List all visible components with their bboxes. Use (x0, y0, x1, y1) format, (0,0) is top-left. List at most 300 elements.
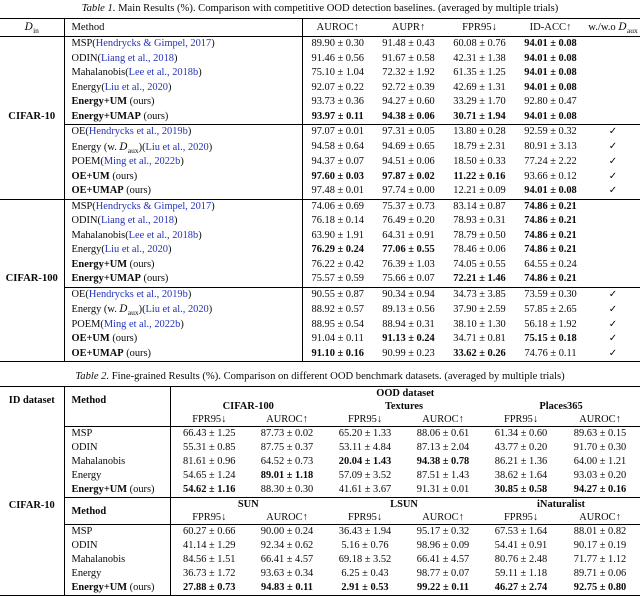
metric-cell: 74.05 ± 0.55 (453, 258, 506, 270)
metric-cell: 65.20 ± 1.33 (326, 427, 404, 442)
aux-prefix: w./w.o (588, 22, 619, 33)
method-name: Energy+UM (71, 582, 128, 593)
aux-check-cell (586, 110, 640, 125)
method-name: ODIN (71, 215, 98, 226)
dataset-cell (0, 125, 64, 140)
metric-cell: 77.06 ± 0.55 (382, 244, 435, 255)
method-name: ODIN (71, 540, 98, 551)
metric-cell: 94.83 ± 0.11 (261, 582, 313, 593)
aux-check-cell (586, 332, 640, 347)
metric-cell: 33.29 ± 1.70 (453, 96, 506, 107)
metric-cell: 93.63 ± 0.34 (260, 568, 314, 579)
checkmark-icon: ✓ (608, 156, 618, 167)
aux-check-cell (586, 81, 640, 96)
metric-cell: 69.18 ± 3.52 (338, 554, 392, 565)
ours-suffix: (ours) (123, 347, 152, 359)
metric-cell: 36.43 ± 1.94 (326, 525, 404, 540)
metric-header-auroc: AUROC↑ (266, 414, 308, 425)
daux-subscript: aux (626, 26, 638, 36)
citation-link[interactable]: Hendrycks et al., 2019b (88, 288, 188, 300)
table1-row (0, 243, 640, 258)
method-cell (64, 272, 302, 287)
ours-suffix: (ours) (109, 333, 138, 344)
method-cell (64, 347, 302, 362)
dataset-cell (0, 170, 64, 185)
ood-name-cifar100: CIFAR-100 (170, 400, 326, 413)
metric-cell: 94.58 ± 0.64 (302, 140, 373, 156)
metric-cell: 54.62 ± 1.16 (170, 483, 248, 498)
metric-cell: 94.38 ± 0.06 (382, 110, 435, 122)
metric-cell: 55.31 ± 0.85 (170, 441, 248, 455)
method-name: Energy+UMAP (71, 110, 141, 122)
metric-cell: 80.76 ± 2.48 (494, 554, 548, 565)
script-D-symbol: D (618, 21, 627, 33)
metric-cell: 27.88 ± 0.73 (170, 581, 248, 596)
metric-cell: 89.71 ± 0.06 (573, 568, 627, 579)
ood-name-sun: SUN (170, 498, 326, 512)
table2-header-row-top (0, 387, 640, 401)
metric-cell: 94.01 ± 0.08 (524, 38, 577, 49)
col-header-idacc: ID-ACC↑ (515, 19, 586, 37)
metric-cell: 72.21 ± 1.46 (453, 273, 506, 284)
method-cell (64, 483, 170, 498)
metric-cell: 75.57 ± 0.59 (302, 272, 373, 287)
table1-row (0, 302, 640, 318)
metric-cell: 90.34 ± 0.94 (373, 287, 444, 302)
metric-cell: 54.41 ± 0.91 (494, 540, 548, 551)
metric-cell: 94.01 ± 0.08 (524, 52, 577, 64)
method-cell (64, 553, 170, 567)
method-cell (64, 427, 170, 442)
metric-header-fpr95: FPR95↓ (170, 511, 248, 525)
table1-row (0, 140, 640, 156)
checkmark-icon: ✓ (608, 185, 618, 196)
metric-cell: 11.22 ± 0.16 (453, 170, 506, 182)
metric-cell: 46.27 ± 2.74 (494, 582, 548, 593)
metric-cell: 59.11 ± 1.18 (494, 568, 548, 579)
metric-cell: 87.51 ± 1.43 (416, 470, 470, 481)
table2-row (0, 469, 640, 483)
table1-header-row (0, 19, 640, 37)
table1-row (0, 287, 640, 302)
ood-name-places365: Places365 (539, 401, 583, 412)
method-name: Energy (71, 81, 102, 93)
metric-cell: 89.63 ± 0.15 (560, 427, 640, 442)
method-cell: ODIN(Liang et al., 2018) (64, 214, 302, 229)
aux-check-cell (586, 95, 640, 110)
ours-suffix: (ours) (127, 484, 155, 495)
dataset-cell (0, 155, 64, 170)
citation-link[interactable]: Liu et al., 2020 (145, 141, 209, 153)
citation-link[interactable]: Liang et al., 2018 (100, 52, 174, 64)
metric-cell: 75.15 ± 0.18 (524, 333, 577, 344)
metric-cell: 97.87 ± 0.02 (382, 170, 435, 182)
aux-check-cell (586, 125, 640, 140)
metric-header-auroc: AUROC↑ (422, 414, 464, 425)
table1-row (0, 184, 640, 199)
metric-cell: 93.66 ± 0.12 (524, 170, 577, 182)
col-header-method: Method (64, 387, 170, 414)
metric-cell: 95.17 ± 0.32 (404, 525, 482, 540)
metric-cell: 74.06 ± 0.69 (302, 199, 373, 214)
metric-cell: 80.91 ± 3.13 (524, 141, 577, 152)
metric-cell: 54.65 ± 1.24 (170, 469, 248, 483)
checkmark-icon: ✓ (608, 170, 618, 182)
id-dataset-cell (0, 483, 64, 498)
metric-cell: 88.30 ± 0.30 (260, 484, 314, 495)
metric-cell: 97.74 ± 0.00 (382, 185, 435, 196)
dataset-cell (0, 214, 64, 229)
metric-cell: 97.07 ± 0.01 (302, 125, 373, 140)
dataset-cell (0, 229, 64, 244)
dataset-cell (0, 81, 64, 96)
citation-link[interactable]: Hendrycks et al., 2019b (88, 126, 188, 137)
metric-cell: 97.31 ± 0.05 (373, 125, 444, 140)
method-name: Energy (w. (71, 304, 120, 315)
metric-cell: 93.73 ± 0.36 (302, 95, 373, 110)
aux-check-cell (586, 184, 640, 199)
metric-cell: 93.03 ± 0.20 (573, 470, 627, 481)
col-header-method: Method (64, 498, 170, 525)
metric-cell: 89.01 ± 1.18 (260, 470, 314, 481)
metric-cell: 53.11 ± 4.84 (338, 442, 392, 453)
table1-row (0, 66, 640, 81)
metric-cell: 90.17 ± 0.19 (573, 540, 627, 551)
metric-header-fpr95: FPR95↓ (347, 414, 383, 425)
ours-suffix: (ours) (123, 185, 152, 196)
aux-check-cell (586, 170, 640, 185)
citation-link[interactable]: Lee et al., 2018b (128, 229, 199, 241)
aux-check-cell (586, 37, 640, 52)
table2-row (0, 581, 640, 596)
table2-metric-header-row (0, 413, 640, 427)
table1-row (0, 52, 640, 67)
table1-row (0, 170, 640, 185)
metric-cell: 42.31 ± 1.38 (453, 52, 506, 64)
col-header-auroc: AUROC↑ (302, 19, 373, 37)
metric-cell: 76.49 ± 0.20 (382, 215, 435, 226)
method-name: Energy (w. (71, 141, 120, 153)
checkmark-icon: ✓ (608, 141, 618, 152)
metric-cell: 30.85 ± 0.58 (494, 484, 548, 495)
table1-row (0, 347, 640, 362)
method-cell (64, 170, 302, 185)
metric-cell: 90.99 ± 0.23 (382, 347, 435, 359)
method-name: ) (138, 141, 143, 153)
method-cell (64, 110, 302, 125)
table1-row (0, 37, 640, 52)
method-name: Mahalanobis (71, 67, 126, 78)
dataset-cell (0, 37, 64, 52)
metric-cell: 88.92 ± 0.57 (302, 302, 373, 318)
spacer (0, 413, 64, 427)
metric-cell: 94.01 ± 0.08 (524, 67, 577, 78)
dataset-cell (0, 243, 64, 258)
table1-row (0, 258, 640, 273)
method-cell: POEM(Ming et al., 2022b) (64, 155, 302, 170)
aux-check-cell (586, 66, 640, 81)
method-cell (64, 469, 170, 483)
method-name: Energy+UM (71, 484, 128, 495)
ours-suffix: (ours) (140, 273, 169, 284)
method-name: POEM (71, 318, 101, 330)
metric-cell: 92.59 ± 0.32 (515, 125, 586, 140)
metric-cell: 75.66 ± 0.07 (382, 273, 435, 284)
metric-cell: 89.13 ± 0.56 (382, 303, 435, 315)
table2-caption (0, 368, 640, 386)
table1-row (0, 81, 640, 96)
metric-header-auroc: AUROC↑ (266, 512, 308, 523)
method-cell (64, 455, 170, 469)
dataset-cell (0, 287, 64, 302)
table2-row (0, 525, 640, 540)
aux-check-cell (586, 155, 640, 170)
metric-header-auroc: AUROC↑ (579, 414, 621, 425)
citation-link[interactable]: Liang et al., 2018 (100, 215, 174, 226)
checkmark-icon: ✓ (608, 126, 618, 137)
aux-check-cell (586, 287, 640, 302)
din-subscript: in (33, 26, 39, 36)
metric-header-fpr95: FPR95↓ (503, 414, 539, 425)
metric-cell: 91.70 ± 0.30 (573, 442, 627, 453)
dataset-cell (0, 318, 64, 333)
aux-check-cell (586, 258, 640, 273)
metric-cell: 74.76 ± 0.11 (524, 347, 577, 359)
dataset-cell (0, 140, 64, 156)
metric-cell: 71.77 ± 1.12 (573, 554, 627, 565)
method-name: OE+UM (71, 333, 110, 344)
metric-cell: 89.90 ± 0.30 (302, 37, 373, 52)
dataset-cell (0, 52, 64, 67)
metric-cell: 77.24 ± 2.22 (524, 156, 577, 167)
method-cell: ODIN(Liang et al., 2018) (64, 52, 302, 67)
metric-cell: 67.53 ± 1.64 (482, 525, 560, 540)
metric-cell: 74.86 ± 0.21 (524, 244, 577, 255)
metric-cell: 94.01 ± 0.08 (524, 81, 577, 93)
method-cell (64, 525, 170, 540)
citation-link[interactable]: Hendrycks & Gimpel, 2017 (95, 200, 212, 212)
metric-cell: 84.56 ± 1.51 (170, 553, 248, 567)
method-name: POEM (71, 156, 101, 167)
method-name: OE (71, 126, 86, 137)
citation-link[interactable]: Ming et al., 2022b (103, 156, 181, 167)
id-dataset-cell (0, 567, 64, 581)
metric-cell: 94.38 ± 0.78 (416, 456, 470, 467)
metric-cell: 43.77 ± 0.20 (494, 442, 548, 453)
ood-name-lsun: LSUN (326, 498, 482, 512)
dataset-cell (0, 199, 64, 214)
table2-caption-text: Fine-grained Results (%). Comparison on different OOD benchmark datasets. (averaged by multiple trials) (109, 371, 565, 382)
ours-suffix: (ours) (140, 110, 169, 122)
table2-row (0, 567, 640, 581)
metric-cell: 94.27 ± 0.16 (573, 484, 627, 495)
metric-cell: 94.01 ± 0.08 (524, 110, 577, 122)
col-header-ood-dataset: OOD dataset (170, 387, 640, 401)
metric-cell: 56.18 ± 1.92 (524, 318, 577, 330)
metric-cell: 64.31 ± 0.91 (382, 229, 435, 241)
id-dataset-cell (0, 469, 64, 483)
method-name: Mahalanobis (71, 554, 126, 565)
id-dataset-cell (0, 539, 64, 553)
metric-cell: 92.07 ± 0.22 (302, 81, 373, 96)
metric-cell: 93.97 ± 0.11 (302, 110, 373, 125)
metric-cell: 57.09 ± 3.52 (338, 470, 392, 481)
metric-cell: 18.79 ± 2.31 (453, 141, 506, 152)
method-name: ) (138, 304, 143, 315)
metric-cell: 33.62 ± 0.26 (453, 347, 506, 359)
checkmark-icon: ✓ (608, 318, 618, 330)
method-cell (64, 539, 170, 553)
metric-cell: 91.13 ± 0.24 (382, 333, 435, 344)
id-dataset-cell (0, 427, 64, 442)
method-name: ODIN (71, 52, 98, 64)
col-header-id-dataset: ID dataset (8, 394, 55, 406)
table1-row (0, 125, 640, 140)
method-name: Energy (71, 244, 102, 255)
metric-cell: 41.61 ± 3.67 (338, 484, 392, 495)
table1-row (0, 95, 640, 110)
metric-cell: 94.27 ± 0.60 (382, 96, 435, 107)
method-cell: MSP(Hendrycks & Gimpel, 2017) (64, 199, 302, 214)
citation-link[interactable]: Ming et al., 2022b (103, 318, 181, 330)
method-cell: MSP(Hendrycks & Gimpel, 2017) (64, 37, 302, 52)
method-name: OE+UMAP (71, 185, 124, 196)
metric-cell: 87.73 ± 0.02 (248, 427, 326, 442)
ours-suffix: (ours) (109, 170, 138, 182)
citation-link[interactable]: Lee et al., 2018b (128, 67, 199, 78)
metric-cell: 66.41 ± 4.57 (260, 554, 314, 565)
metric-cell: 38.10 ± 1.30 (453, 318, 506, 330)
metric-cell: 37.90 ± 2.59 (453, 303, 506, 315)
metric-cell: 6.25 ± 0.43 (341, 568, 389, 579)
metric-cell: 30.71 ± 1.94 (453, 110, 506, 122)
table1-row (0, 214, 640, 229)
metric-cell: 64.52 ± 0.73 (260, 456, 314, 467)
metric-cell: 91.31 ± 0.01 (416, 484, 470, 495)
metric-cell: 60.08 ± 0.76 (453, 38, 506, 49)
checkmark-icon: ✓ (608, 288, 618, 300)
method-cell: OE(Hendrycks et al., 2019b) (64, 125, 302, 140)
metric-cell: 91.67 ± 0.58 (382, 52, 435, 64)
ours-suffix: (ours) (127, 96, 155, 107)
citation-link[interactable]: Hendrycks & Gimpel, 2017 (95, 38, 212, 49)
table1-row (0, 229, 640, 244)
metric-cell: 12.21 ± 0.09 (453, 185, 506, 196)
dataset-cell (0, 184, 64, 199)
table1-caption (0, 0, 640, 18)
aux-check-cell (586, 214, 640, 229)
col-header-aux (586, 19, 640, 37)
citation-link[interactable]: Liu et al., 2020 (104, 244, 168, 255)
metric-cell: 76.18 ± 0.14 (302, 214, 373, 229)
metric-cell: 78.46 ± 0.06 (453, 244, 506, 255)
method-name: Energy+UM (71, 258, 128, 270)
dataset-cell (0, 302, 64, 318)
metric-header-fpr95: FPR95↓ (347, 512, 383, 523)
method-cell (64, 441, 170, 455)
metric-cell: 91.04 ± 0.11 (302, 332, 373, 347)
id-dataset-cell (0, 553, 64, 567)
aux-check-cell (586, 302, 640, 318)
script-D-symbol: D (119, 140, 128, 153)
metric-cell: 91.46 ± 0.56 (302, 52, 373, 67)
script-D-symbol: D (119, 303, 128, 315)
aux-check-cell (586, 229, 640, 244)
metric-cell: 64.00 ± 1.21 (573, 456, 627, 467)
metric-cell: 63.90 ± 1.91 (302, 229, 373, 244)
method-name: OE (71, 288, 86, 300)
metric-cell: 91.10 ± 0.16 (302, 347, 373, 362)
metric-cell: 78.93 ± 0.31 (453, 215, 506, 226)
table1-row (0, 272, 640, 287)
method-cell (64, 258, 302, 273)
metric-cell: 34.71 ± 0.81 (453, 333, 506, 344)
method-name: ODIN (71, 442, 98, 453)
metric-cell: 94.69 ± 0.65 (382, 141, 435, 152)
aux-check-cell (586, 243, 640, 258)
metric-cell: 66.43 ± 1.25 (170, 427, 248, 442)
metric-cell: 97.48 ± 0.01 (302, 184, 373, 199)
table2-row (0, 455, 640, 469)
metric-cell: 92.34 ± 0.62 (260, 540, 314, 551)
metric-cell: 76.22 ± 0.42 (302, 258, 373, 273)
method-cell (64, 567, 170, 581)
metric-cell: 94.51 ± 0.06 (382, 156, 435, 167)
col-header-aupr: AUPR↑ (373, 19, 444, 37)
metric-cell: 57.85 ± 2.65 (524, 303, 577, 315)
table1-caption-label: Table 1. (81, 3, 116, 14)
metric-cell: 75.10 ± 1.04 (302, 66, 373, 81)
aux-check-cell (586, 272, 640, 287)
metric-cell: 98.77 ± 0.07 (416, 568, 470, 579)
id-dataset-cell (0, 455, 64, 469)
metric-cell: 41.14 ± 1.29 (170, 539, 248, 553)
col-header-method: Method (64, 19, 302, 37)
metric-cell: 73.59 ± 0.30 (515, 287, 586, 302)
method-cell: POEM(Ming et al., 2022b) (64, 318, 302, 333)
table2-row (0, 483, 640, 498)
dataset-cell (0, 66, 64, 81)
metric-cell: 90.00 ± 0.24 (248, 525, 326, 540)
table2-fine-grained (0, 386, 640, 596)
metric-cell: 66.41 ± 4.57 (416, 554, 470, 565)
id-dataset-cell (0, 581, 64, 596)
metric-cell: 36.73 ± 1.72 (170, 567, 248, 581)
id-dataset-cell (0, 441, 64, 455)
checkmark-icon: ✓ (608, 303, 618, 315)
metric-cell: 74.86 ± 0.21 (524, 215, 577, 226)
aux-check-cell (586, 140, 640, 156)
aux-check-cell (586, 318, 640, 333)
metric-cell: 74.86 ± 0.21 (524, 229, 577, 241)
col-header-din (0, 19, 64, 37)
metric-cell: 92.75 ± 0.80 (573, 582, 627, 593)
citation-link[interactable]: Liu et al., 2020 (145, 304, 209, 315)
metric-cell: 42.69 ± 1.31 (453, 81, 506, 93)
method-cell: Energy(Liu et al., 2020) (64, 81, 302, 96)
table1-main-results (0, 18, 640, 362)
ours-suffix: (ours) (127, 258, 155, 270)
metric-cell: 74.86 ± 0.21 (524, 273, 577, 284)
metric-cell: 2.91 ± 0.53 (341, 582, 389, 593)
method-cell: Energy (w. $D_{aux})(Liu$ et al., 2020) (64, 140, 302, 156)
citation-link[interactable]: Liu et al., 2020 (104, 81, 168, 93)
metric-cell: 88.94 ± 0.31 (382, 318, 435, 330)
table1-row (0, 332, 640, 347)
method-name: Energy (71, 470, 102, 481)
method-cell (64, 581, 170, 596)
ood-name-textures: Textures (384, 401, 424, 412)
